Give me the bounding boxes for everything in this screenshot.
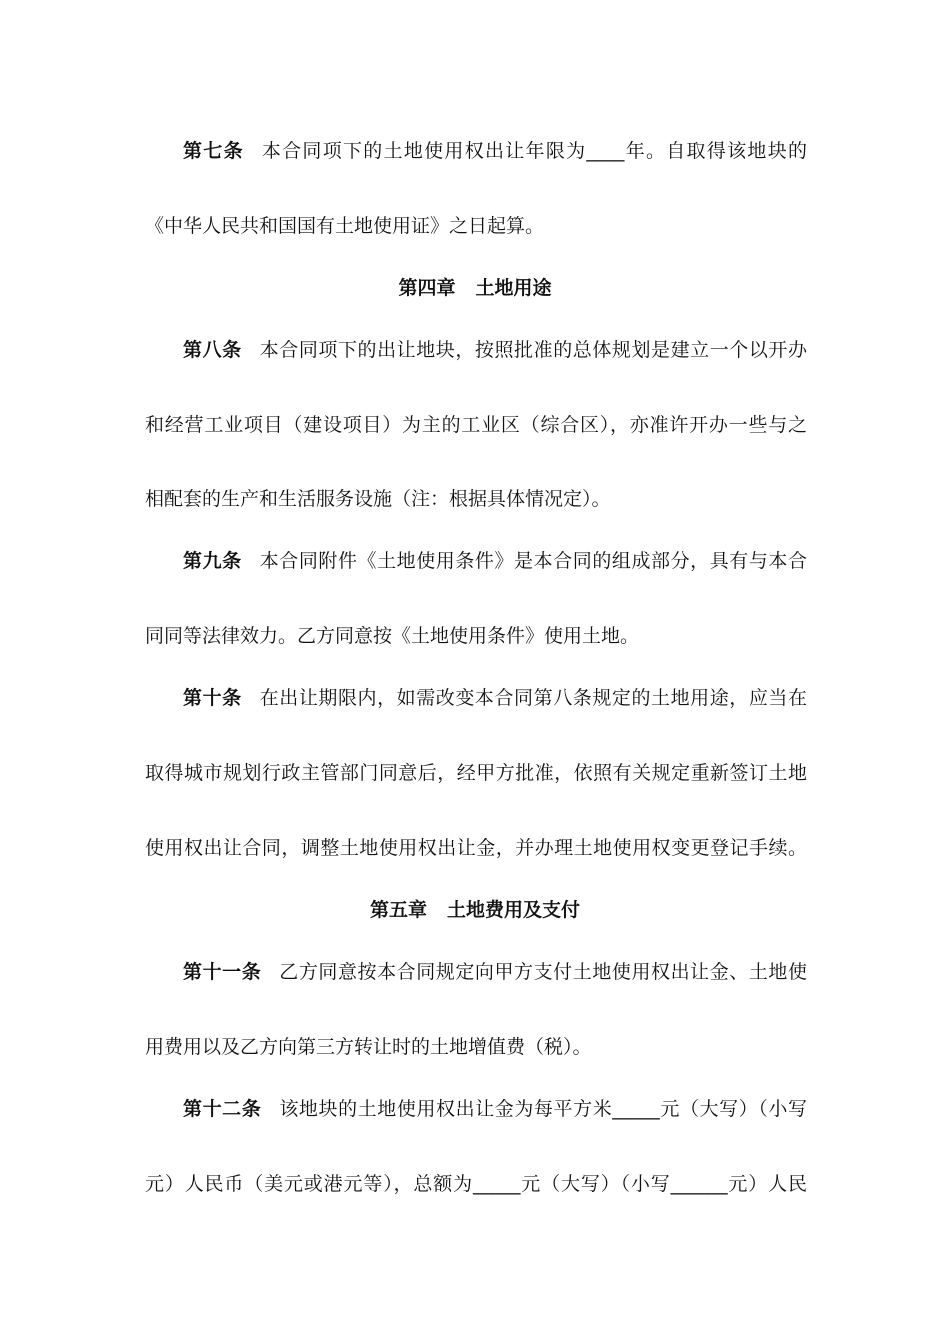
chapter-number: 第四章 xyxy=(398,277,456,299)
article-text: 乙方同意按本合同规定向甲方支付土地使用权出让金、土地使 xyxy=(279,961,807,983)
article-10-line-2: 取得城市规划行政主管部门同意后，经甲方批准，依照有关规定重新签订土地 xyxy=(145,762,807,784)
article-11-line-1 xyxy=(183,957,807,987)
article-11-line-2: 用费用以及乙方向第三方转让时的土地增值费（税）。 xyxy=(145,1036,592,1058)
article-label: 第十一条 xyxy=(183,961,262,983)
article-9-line-1 xyxy=(183,546,807,576)
article-label: 第十条 xyxy=(183,687,242,709)
article-9-line-2: 同同等法律效力。乙方同意按《土地使用条件》使用土地。 xyxy=(145,625,640,647)
chapter-5-heading xyxy=(0,895,950,925)
chapter-4-heading xyxy=(0,273,950,303)
article-8-line-3: 相配套的生产和生活服务设施（注：根据具体情况定）。 xyxy=(145,488,611,510)
article-8-line-1 xyxy=(183,335,807,365)
article-text: 本合同附件《土地使用条件》是本合同的组成部分，具有与本合 xyxy=(259,550,807,572)
article-text: 本合同项下的土地使用权出让年限为____年。自取得该地块的 xyxy=(261,140,807,162)
article-7-line-1 xyxy=(183,136,807,166)
article-10-line-1 xyxy=(183,683,807,713)
article-label: 第十二条 xyxy=(183,1098,262,1120)
article-8-line-2: 和经营工业项目（建设项目）为主的工业区（综合区），亦准许开办一些与之 xyxy=(145,414,807,436)
article-12-line-1 xyxy=(183,1094,807,1124)
article-7-line-2: 《中华人民共和国国有土地使用证》之日起算。 xyxy=(145,215,545,237)
article-text: 在出让期限内，如需改变本合同第八条规定的土地用途，应当在 xyxy=(259,687,807,709)
article-text: 本合同项下的出让地块，按照批准的总体规划是建立一个以开办 xyxy=(259,339,807,361)
article-label: 第八条 xyxy=(183,339,242,361)
article-text: 该地块的土地使用权出让金为每平方米_____元（大写）（小写 xyxy=(279,1098,807,1120)
chapter-number: 第五章 xyxy=(369,899,427,921)
chapter-title: 土地用途 xyxy=(475,277,552,299)
article-12-line-2: 元）人民币（美元或港元等），总额为_____元（大写）（小写______元）人民 xyxy=(145,1173,807,1195)
article-label: 第九条 xyxy=(183,550,242,572)
chapter-title: 土地费用及支付 xyxy=(447,899,581,921)
article-label: 第七条 xyxy=(183,140,244,162)
article-10-line-3: 使用权出让合同，调整土地使用权出让金，并办理土地使用权变更登记手续。 xyxy=(145,837,807,859)
